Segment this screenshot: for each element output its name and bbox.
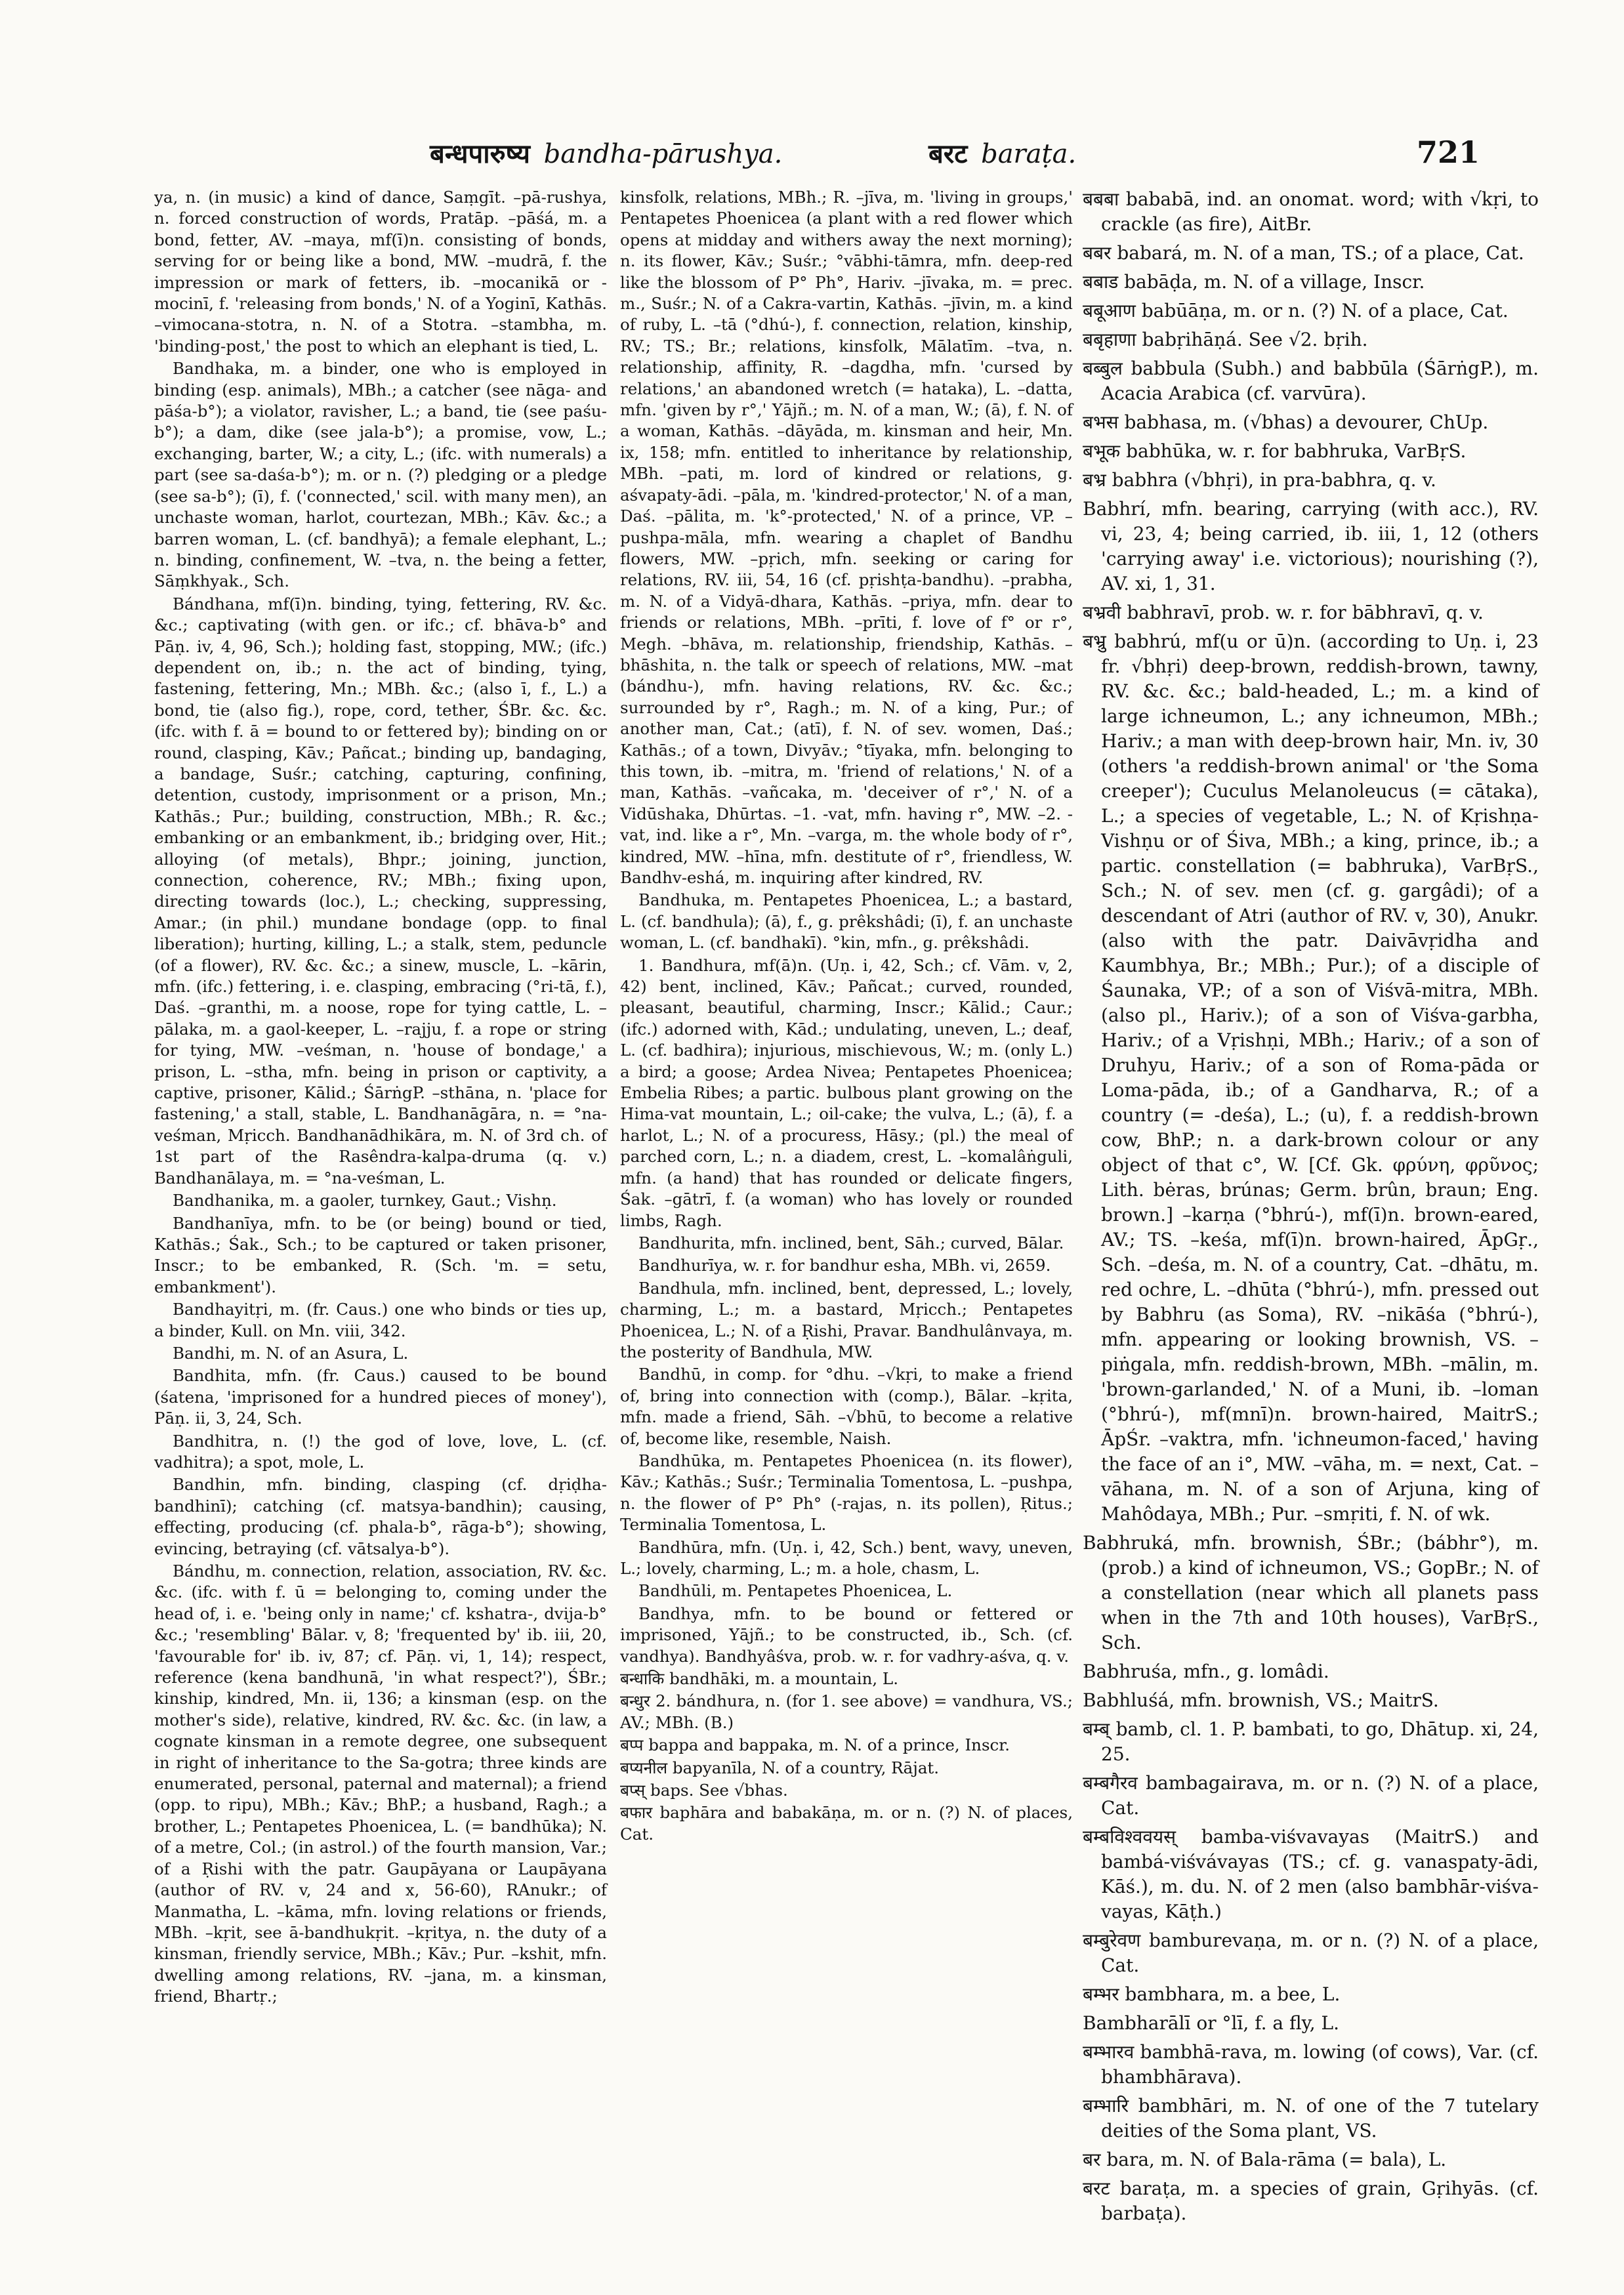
dictionary-entry: Bandhūka, m. Pentapetes Phoenicea (n. its flower), Kāv.; Kathās.; Suśr.; Terminalia Tomentosa, L. –pushpa, n. the flower of P° Ph° (-rajas, n. its pollen), Ṛitus.; Terminalia Tomentosa, L. [620,1451,1073,1535]
dictionary-entry: बभूक babhūka, w. r. for babhruka, VarBṛS. [1083,440,1467,462]
dictionary-entry: बब्बुल babbula (Subh.) and babbūla (ŚārṅgP.), m. Acacia Arabica (cf. varvūra). [1083,358,1539,404]
dictionary-entry: बभ्रु babhrú, mf(u or ū)n. (according to Uṇ. i, 23 fr. √bhṛi) deep-brown, reddish-brown, tawny, RV. &c. &c.; bald-headed, L.; m. a kind of large ichneumon, L.; any ichneumon, MBh.; Hariv.; a man with deep-brown hair, Mn. iv, 30 (others 'a reddish-brown animal' or 'the Soma creeper'); Cuculus Melanoleucus (= cātaka), L.; a species of vegetable, L.; N. of Kṛishṇa-Vishṇu or of Śiva, MBh.; a king, prince, ib.; a partic. constellation (= babhruka), VarBṛS., Sch.; N. of sev. men (cf. g. gargâdi); of a descendant of Atri (author of RV. v, 30), Anukr. (also with the patr. Daivāvṛidha and Kaumbhya, Br.; MBh.; Pur.); of a disciple of Śaunaka, VP.; of a son of Viśvā-mitra, MBh. (also pl., Hariv.); of a son of Viśva-garbha, Hariv.; of a Vṛishṇi, MBh.; Hariv.; of a son of Druhyu, Hariv.; of a son of Roma-pāda or Loma-pāda, ib.; of a Gandharva, R.; of a country (= -deśa), L.; (u), f. a reddish-brown cow, BhP.; n. a dark-brown colour or any object of that c°, W. [Cf. Gk. φρύνη, φρῦνος; Lith. bėras, brúnas; Germ. brûn, braun; Eng. brown.] –karṇa (°bhrú-), mf(ī)n. brown-eared, AV.; TS. –keśa, mf(ī)n. brown-haired, ĀpGṛ., Sch. –deśa, m. N. of a country, Cat. –dhātu, m. red ochre, L. –dhūta (°bhrú-), mfn. pressed out by Babhru (as Soma), RV. –nikāśa (°bhrú-), mfn. appearing or looking brownish, VS. –piṅgala, mfn. reddish-brown, MBh. –mālin, m. 'brown-garlanded,' N. of a Muni, ib. –loman (°bhrú-), mf(mnī)n. brown-haired, MaitrS.; ĀpŚr. –vaktra, mfn. 'ichneumon-faced,' having the face of an i°, MW. –vāha, m. = next, Cat. –vāhana, m. N. of a son of Arjuna, king of Mahôdaya, MBh.; Pur. –smṛiti, f. N. of wk. [1083,631,1539,1525]
dictionary-entry: Babhruká, mfn. brownish, ŚBr.; (bábhr°), m. (prob.) a kind of ichneumon, VS.; GopBr.; N. of a constellation (near which all planets pass when in the 7th and 10th houses), VarBṛS., Sch. [1083,1532,1539,1653]
dictionary-entry: Bandhayitṛi, m. (fr. Caus.) one who binds or ties up, a binder, Kull. on Mn. viii, 342. [154,1300,607,1340]
dictionary-entry: बबर babará, m. N. of a man, TS.; of a place, Cat. [1083,242,1524,264]
dictionary-entry: Bándhu, m. connection, relation, association, RV. &c. &c. (ifc. with f. ū = belonging to, coming under the head of, i. e. 'being only in name;' cf. kshatra-, dvija-b° &c.; 'resembling' Bālar. v, 8; 'frequented by' ib. iii, 20, 'favourable for' ib. iv, 87; cf. Pāṇ. vi, 1, 14); respect, reference (kena bandhunā, 'in what respect?'), ŚBr.; kinship, kindred, Mn. ii, 136; a kinsman (esp. on the mother's side), relative, kindred, RV. &c. &c. (in law, a cognate kinsman in a remote degree, one subsequent in right of inheritance to the Sa-gotra; three kinds are enumerated, personal, paternal and maternal); a friend (opp. to ripu), MBh.; Kāv.; BhP.; a husband, Ragh.; a brother, L.; Pentapetes Phoenicea, L. (= bandhūka); N. of a metre, Col.; (in astrol.) of the fourth mansion, Var.; of a Ṛishi with the patr. Gaupāyana or Laupāyana (author of RV. v, 24 and x, 56-60), RAnukr.; of Manmatha, L. –kāma, mfn. loving relations or friends, MBh. –kṛit, see ā-bandhukṛit. –kṛitya, n. the duty of a kinsman, friendly service, MBh.; Kāv.; Pur. –kshit, mfn. dwelling among relations, RV. –jana, m. a kinsman, friend, Bhartṛ.; [154,1561,607,2006]
column-3 [1083,187,1539,2224]
dictionary-entry: Bandhita, mfn. (fr. Caus.) caused to be bound (śatena, 'imprisoned for a hundred pieces of money'), Pāṇ. ii, 3, 24, Sch. [154,1366,607,1428]
running-head [154,134,1480,174]
dictionary-entry: बम्बविश्ववयस् bamba-viśvavayas (MaitrS.) and bambá-viśvávayas (TS.; cf. g. vanaspaty-ādi, Kāś.), m. du. N. of 2 men (also bambhār-viśva-vayas, Kāṭh.) [1083,1826,1539,1922]
dictionary-entry: Bandhin, mfn. binding, clasping (cf. dṛiḍha-bandhinī); catching (cf. matsya-bandhin); causing, effecting, producing (cf. phala-b°, rāga-b°); showing, evincing, betraying (cf. vātsalya-b°). [154,1475,607,1558]
dictionary-entry: बप्यनील bapyanīla, N. of a country, Rājat. [620,1758,940,1777]
dictionary-entry: Bambharālī or °lī, f. a fly, L. [1083,2012,1340,2034]
dictionary-entry: kinsfolk, relations, MBh.; R. –jīva, m. 'living in groups,' Pentapetes Phoenicea (a plant with a red flower which opens at midday and withers away the next morning); n. its flower, Kāv.; Suśr.; °vābhi-tāmra, mfn. deep-red like the blossom of P° Ph°, Hariv. –jīvaka, m. = prec. m., Suśr.; N. of a Cakra-vartin, Kathās. –jīvin, m. a kind of ruby, L. –tā (°dhú-), f. connection, relation, kinship, RV.; TS.; Br.; relations, kinsfolk, Mālatīm. –tva, n. relationship, affinity, R. –dagdha, mfn. 'cursed by relations,' an abandoned wretch (= hataka), L. –datta, mfn. 'given by r°,' Yājñ.; m. N. of a man, W.; (ā), f. N. of a woman, Kathās. –dāyāda, m. kinsman and heir, Mn. ix, 158; mfn. entitled to inheritance by relationship, MBh. –pati, m. lord of kindred or relations, g. aśvapaty-ādi. –pāla, m. 'kindred-protector,' N. of a man, Daś. –pālita, m. 'k°-protected,' N. of a prince, VP. –pushpa-māla, mfn. wearing a chaplet of Bandhu flowers, MW. –pṛich, mfn. seeking or caring for relations, RV. iii, 54, 16 (cf. pṛishṭa-bandhu). –prabha, m. N. of a Vidyā-dhara, Kathās. –priya, mfn. dear to friends or relations, MBh. –prīti, f. love of f° or r°, Megh. –bhāva, m. relationship, friendship, Kathās. –bhāshita, n. the talk or speech of relations, MW. –mat (bándhu-), mfn. having relations, RV. &c. &c.; surrounded by r°, Ragh.; m. N. of a king, Pur.; of another man, Cat.; (atī), f. N. of sev. women, Daś.; Kathās.; of a town, Divyāv.; °tīyaka, mfn. belonging to this town, ib. –mitra, m. 'friend of relations,' N. of a man, Kathās. –vañcaka, m. 'deceiver of r°,' N. of a Vidūshaka, Dhūrtas. –1. -vat, mfn. having r°, MW. –2. -vat, ind. like a r°, Mn. –varga, m. the whole body of r°, kindred, MW. –hīna, mfn. destitute of r°, friendless, W. Bandhv-eshá, m. inquiring after kindred, RV. [620,188,1073,887]
dictionary-entry: Bandhū, in comp. for °dhu. –√kṛi, to make a friend of, bring into connection with (comp.), Bālar. –kṛita, mfn. made a friend, Sāh. –√bhū, to become a relative of, become like, resemble, Naish. [620,1365,1073,1448]
dictionary-entry: बम्बुरेवण bamburevaṇa, m. or n. (?) N. of a place, Cat. [1083,1930,1539,1976]
dictionary-entry: बफार baphāra and babakāṇa, m. or n. (?) N. of places, Cat. [620,1803,1073,1844]
dictionary-entry: Bandhuka, m. Pentapetes Phoenicea, L.; a bastard, L. (cf. bandhula); (ā), f., g. prêkshâdi; (ī), f. an unchaste woman, L. (cf. bandhakī). °kin, mfn., g. prêkshâdi. [620,890,1073,953]
running-head-left [430,134,782,171]
dictionary-entry: बबाड babāḍa, m. N. of a village, Inscr. [1083,271,1425,293]
dictionary-entry: Bandhula, mfn. inclined, bent, depressed, L.; lovely, charming, L.; m. a bastard, Mṛicch.; Pentapetes Phoenicea, L.; N. of a Ṛishi, Pravar. Bandhulânvaya, m. the posterity of Bandhula, MW. [620,1278,1073,1361]
running-head-center [928,134,1076,171]
dictionary-entry: Babhluśá, mfn. brownish, VS.; MaitrS. [1083,1689,1439,1711]
dictionary-entry: बन्धुर 2. bándhura, n. (for 1. see above) = vandhura, VS.; AV.; MBh. (B.) [620,1691,1073,1732]
dictionary-entry: Bándhana, mf(ī)n. binding, tying, fettering, RV. &c. &c.; captivating (with gen. or ifc.; cf. bhāva-b° and Pāṇ. iv, 4, 96, Sch.); holding fast, stopping, MW.; (ifc.) dependent on, ib.; n. the act of binding, tying, fastening, fettering, Mn.; MBh. &c.; (also ī, f., L.) a bond, tie (also fig.), rope, cord, tether, ŚBr. &c. &c. (ifc. with f. ā = bound to or fettered by); binding on or round, clasping, Kāv.; Pañcat.; binding up, bandaging, a bandage, Suśr.; catching, capturing, confining, detention, custody, imprisonment or a prison, Mn.; Kathās.; Pur.; building, construction, MBh.; R. &c.; embanking or an embankment, ib.; bridging over, Hit.; alloying (of metals), Bhpr.; joining, junction, connection, coherence, RV.; MBh.; fixing upon, directing towards (loc.), L.; checking, suppressing, Amar.; (in phil.) mundane bondage (opp. to final liberation); hurting, killing, L.; a stalk, stem, peduncle (of a flower), RV. &c. &c.; a sinew, muscle, L. –kārin, mfn. (ifc.) fettering, i. e. clasping, embracing (°ri-tā, f.), Daś. –granthi, m. a noose, rope for tying cattle, L. –pālaka, m. a gaol-keeper, L. –rajju, f. a rope or string for tying, MW. –veśman, n. 'house of bondage,' a prison, L. –stha, mfn. being in prison or captivity, a captive, prisoner, Kālid.; ŚārṅgP. –sthāna, n. 'place for fastening,' a stall, stable, L. Bandhanāgāra, n. = °na-veśman, Mṛicch. Bandhanādhikāra, m. N. of 3rd ch. of 1st part of the Rasêndra-kalpa-druma (q. v.) Bandhanālaya, m. = °na-veśman, L. [154,594,607,1188]
dictionary-entry: Bandhitra, n. (!) the god of love, love, L. (cf. vadhitra); a spot, mole, L. [154,1431,607,1472]
column-2 [620,187,1073,2195]
column-1 [154,187,607,2195]
dictionary-entry: बम्भारि bambhāri, m. N. of one of the 7 tutelary deities of the Soma plant, VS. [1083,2095,1539,2141]
dictionary-entry: Babhruśa, mfn., g. lomâdi. [1083,1661,1329,1682]
dictionary-entry: बप्प bappa and bappaka, m. N. of a prince, Inscr. [620,1735,1010,1755]
dictionary-entry: बन्धाकि bandhāki, m. a mountain, L. [620,1669,898,1689]
dictionary-entry: Bandhūli, m. Pentapetes Phoenicea, L. [638,1581,953,1601]
dictionary-entry: बभ्रवी babhravī, prob. w. r. for bābhravī, q. v. [1083,602,1484,623]
dictionary-entry: बम्भारव bambhā-rava, m. lowing (of cows), Var. (cf. bhambhārava). [1083,2041,1539,2088]
running-head-center-roman: baraṭa. [981,139,1077,169]
dictionary-entry: 1. Bandhura, mf(ā)n. (Uṇ. i, 42, Sch.; cf. Vām. v, 2, 42) bent, inclined, Kāv.; Pañcat.; curved, rounded, pleasant, beautiful, charming, Inscr.; Kālid.; Caur.; (ifc.) adorned with, Kād.; undulating, uneven, L.; deaf, L. (cf. badhira); injurious, mischievous, W.; m. (only L.) a bird; a goose; Ardea Nivea; Pentapetes Phoenicea; Embelia Ribes; a partic. bulbous plant growing on the Hima-vat mountain, L.; oil-cake; the vulva, L.; (ā), f. a harlot, L.; N. of a procuress, Hāsy.; (pl.) the meal of parched corn, L.; n. a diadem, crest, L. –komalâṅguli, mfn. (a hand) that has rounded or delicate fingers, Śak. –gātrī, f. (a woman) who has lovely or rounded limbs, Ragh. [620,955,1073,1230]
dictionary-entry: बबबा bababā, ind. an onomat. word; with √kṛi, to crackle (as fire), AitBr. [1083,188,1539,235]
page-number: 721 [1416,134,1480,170]
dictionary-entry: Bandhurita, mfn. inclined, bent, Sāh.; curved, Bālar. [638,1233,1064,1252]
dictionary-entry: Bandhanika, m. a gaoler, turnkey, Gaut.; Vishṇ. [173,1191,557,1210]
dictionary-entry: बम्बगैरव bambagairava, m. or n. (?) N. of a place, Cat. [1083,1772,1539,1819]
dictionary-entry: बभस babhasa, m. (√bhas) a devourer, ChUp. [1083,411,1489,433]
dictionary-entry: बम्भर bambhara, m. a bee, L. [1083,1983,1341,2005]
dictionary-entry: बम्ब् bamb, cl. 1. P. bambati, to go, Dhātup. xi, 24, 25. [1083,1718,1539,1765]
dictionary-entry: Bandhūra, mfn. (Uṇ. i, 42, Sch.) bent, wavy, uneven, L.; lovely, charming, L.; m. a hole, chasm, L. [620,1537,1073,1578]
dictionary-entry: ya, n. (in music) a kind of dance, Saṃgīt. –pā-rushya, n. forced construction of words, Pratāp. –pāśá, m. a bond, fetter, AV. –maya, mf(ī)n. consisting of bonds, serving for or being like a bond, MW. –mudrā, f. the impression or mark of fetters, ib. –mocanikā or -mocinī, f. 'releasing from bonds,' N. of a Yoginī, Kathās. –vimocana-stotra, n. N. of a Stotra. –stambha, m. 'binding-post,' the post to which an elephant is tied, L. [154,188,607,356]
dictionary-entry: बर bara, m. N. of Bala-rāma (= bala), L. [1083,2149,1447,2170]
dictionary-entry: Babhrí, mfn. bearing, carrying (with acc.), RV. vi, 23, 4; being carried, ib. iii, 1, 12 (others 'carrying away' i.e. victorious); nourishing (?), AV. xi, 1, 31. [1083,498,1539,594]
dictionary-entry: Bandhya, mfn. to be bound or fettered or imprisoned, Yājñ.; to be constructed, ib., Sch. (cf. vandhya). Bandhyâśva, prob. w. r. for vadhry-aśva, q. v. [620,1603,1073,1666]
dictionary-entry: बबूआण babūāṇa, m. or n. (?) N. of a place, Cat. [1083,300,1509,321]
dictionary-entry: Bandhi, m. N. of an Asura, L. [173,1343,409,1363]
dictionary-entry: बभ्र babhra (√bhṛi), in pra-babhra, q. v. [1083,469,1436,491]
dictionary-entry: Bandhurīya, w. r. for bandhur esha, MBh. vi, 2659. [638,1256,1051,1275]
dictionary-entry: Bandhanīya, mfn. to be (or being) bound or tied, Kathās.; Śak., Sch.; to be captured or taken prisoner, Inscr.; to be embanked, R. (Sch. 'm. = setu, embankment'). [154,1213,607,1296]
dictionary-entry: बरट baraṭa, m. a species of grain, Gṛihyās. (cf. barbaṭa). [1083,2178,1539,2224]
dictionary-entry: बबृहाणा babṛihāṇá. See √2. bṛih. [1083,329,1368,350]
running-head-center-devanagari: बरट [928,138,968,169]
dictionary-entry: Bandhaka, m. a binder, one who is employed in binding (esp. animals), MBh.; a catcher (see nāga- and pāśa-b°); a violator, ravisher, L.; a band, tie (see paśu-b°); a dam, dike (see jala-b°); a promise, vow, L.; exchanging, barter, W.; a city, L.; (ifc. with numerals) a part (see sa-daśa-b°); m. or n. (?) pledging or a pledge (see sa-b°); (ī), f. ('connected,' scil. with many men), an unchaste woman, harlot, courtezan, MBh.; Kāv. &c.; a barren woman, L. (cf. bandhyā); a female elephant, L.; n. binding, confinement, W. –tva, n. the being a fetter, Sāṃkhyak., Sch. [154,359,607,591]
running-head-left-roman: bandha-pārushya. [543,139,783,169]
running-head-left-devanagari: बन्धपारुष्य [430,138,530,169]
dictionary-entry: बप्स् baps. See √bhas. [620,1781,788,1800]
